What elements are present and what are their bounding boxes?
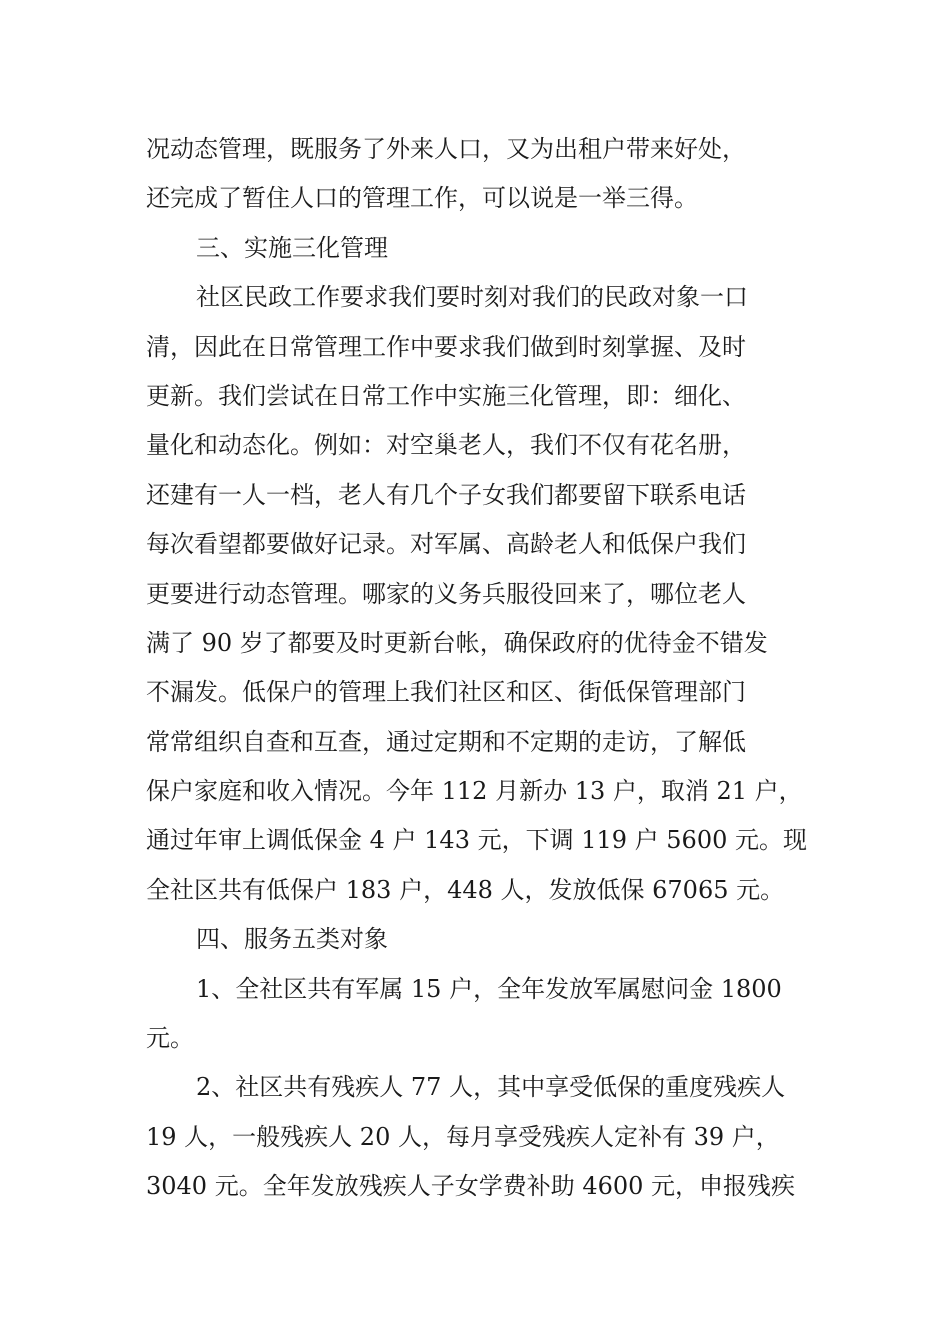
text-line: 19 人，一般残疾人 20 人，每月享受残疾人定补有 39 户， <box>146 1122 780 1151</box>
text-line: 1、全社区共有军属 15 户，全年发放军属慰问金 1800 <box>196 974 782 1003</box>
text-line: 还完成了暂住人口的管理工作，可以说是一举三得。 <box>146 184 698 213</box>
text-line: 每次看望都要做好记录。对军属、高龄老人和低保户我们 <box>146 530 746 559</box>
text-line: 还建有一人一档，老人有几个子女我们都要留下联系电话 <box>146 480 746 509</box>
text-line: 况动态管理，既服务了外来人口，又为出租户带来好处， <box>146 135 746 163</box>
text-line: 2、社区共有残疾人 77 人，其中享受低保的重度残疾人 <box>196 1073 786 1102</box>
text-line: 元。 <box>146 1024 194 1053</box>
text-line: 更要进行动态管理。哪家的义务兵服役回来了，哪位老人 <box>146 579 746 608</box>
text-line: 通过年审上调低保金 4 户 143 元，下调 119 户 5600 元。现 <box>146 826 807 855</box>
text-line: 全社区共有低保户 183 户，448 人，发放低保 67065 元。 <box>146 875 785 904</box>
text-line: 保户家庭和收入情况。今年 112 月新办 13 户，取消 21 户， <box>146 777 803 806</box>
text-line: 常常组织自查和互查，通过定期和不定期的走访，了解低 <box>146 727 746 756</box>
document-page <box>146 125 826 1212</box>
section-heading: 三、实施三化管理 <box>196 233 388 262</box>
text-line: 满了 90 岁了都要及时更新台帐，确保政府的优待金不错发 <box>146 628 768 657</box>
text-line: 社区民政工作要求我们要时刻对我们的民政对象一口 <box>196 283 748 312</box>
text-line: 3040 元。全年发放残疾人子女学费补助 4600 元，申报残疾 <box>146 1172 796 1201</box>
text-line: 量化和动态化。例如：对空巢老人，我们不仅有花名册， <box>146 431 746 460</box>
section-heading: 四、服务五类对象 <box>196 925 388 954</box>
text-line: 清，因此在日常管理工作中要求我们做到时刻掌握、及时 <box>146 332 746 361</box>
text-line: 更新。我们尝试在日常工作中实施三化管理，即：细化、 <box>146 381 746 410</box>
text-line: 不漏发。低保户的管理上我们社区和区、街低保管理部门 <box>146 678 746 707</box>
